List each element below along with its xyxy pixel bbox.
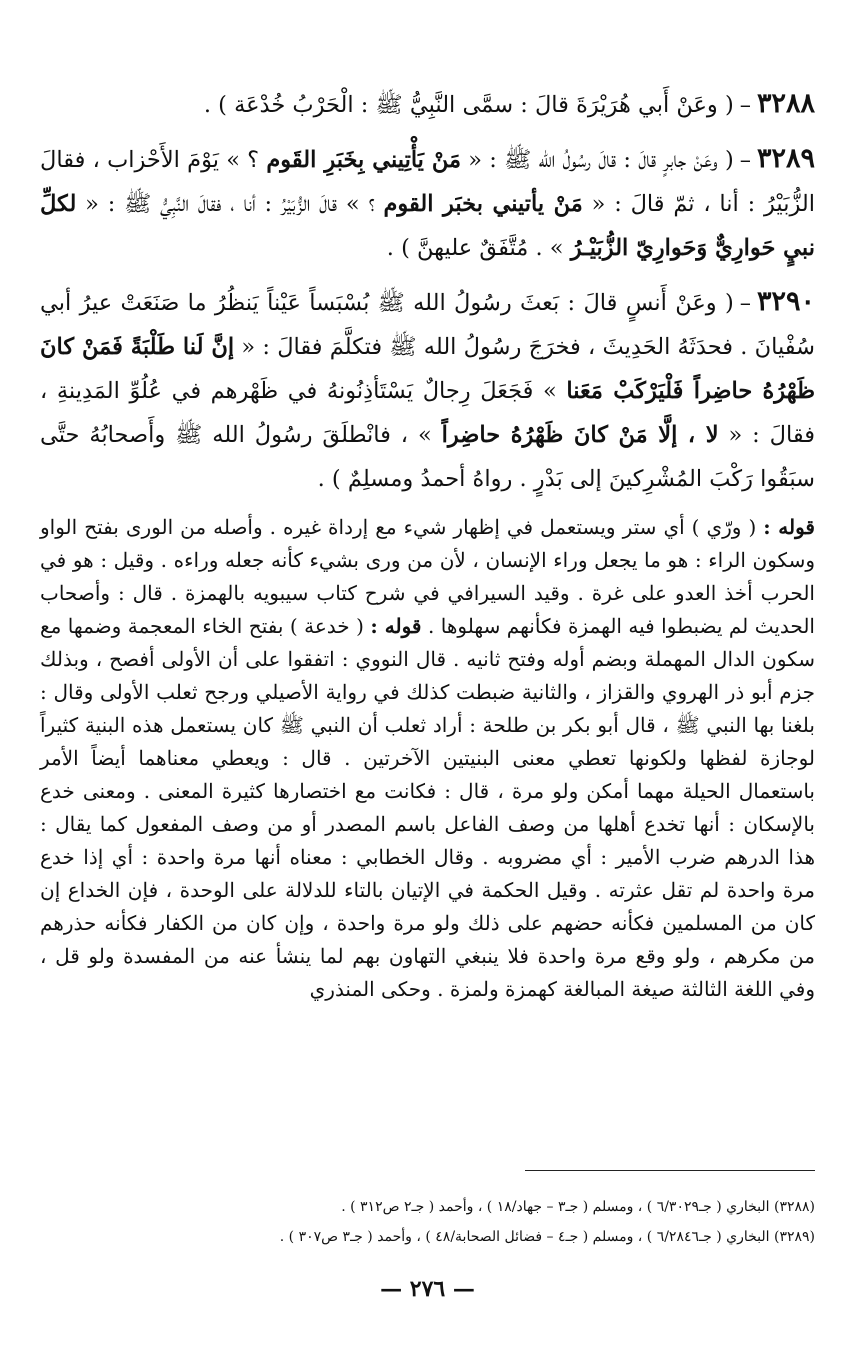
page-number: — ٢٧٦ — bbox=[380, 1276, 475, 1302]
footnote-divider bbox=[525, 1170, 815, 1171]
hadith-dash: – bbox=[739, 147, 751, 173]
commentary bbox=[40, 511, 815, 1006]
hadith-dash: – bbox=[739, 290, 751, 316]
commentary-text: ( خدعة ) بفتح الخاء المعجمة وضمها مع سكون الدال المهملة وبضم أوله وفتح ثانيه . قال النووي : اتفقوا على أن الأولى أفصح ، وبذلك جزم أبو ذر الهروي والقزاز ، والثانية ضبطت كذلك في رواية الأصيلي ورجح ثعلب الأولى وقال : بلغنا بها النبي ﷺ ، قال أبو بكر بن طلحة : أراد ثعلب أن النبي ﷺ كان يستعمل هذه البنية كثيراً لوجازة لفظها ولكونها تعطي معنى البنيتين الآخرتين . قال : ويعطي معناهما أيضاً الأمر باستعمال الحيلة مهما أمكن ولو مرة ، قال : فكانت مع اختصارها كثيرة المعنى . ومعنى خدع بالإسكان : أنها تخدع أهلها من وصف الفاعل باسم المصدر أو من وصف المفعول كما يقال : هذا الدرهم ضرب الأمير : أي مضروبه . وقال الخطابي : معناه أنها مرة واحدة : أي إذا خدع مرة واحدة لم تقل عثرته . وقيل الحكمة في الإتيان بالتاء للدلالة على الوحدة ، فإن الخداع إن كان من المسلمين فكأنه حضهم على ذلك ولو مرة واحدة ، وإن كان من الكفار فكأنه حذرهم من مكرهم ، ولو وقع مرة واحدة فلا ينبغي التهاون بهم لما ينشأ عنه من المفسدة ولو قل ، وفي اللغة الثالثة صيغة المبالغة كهمزة ولمزة . وحكى المنذري bbox=[40, 614, 815, 1001]
prophetic-speech: لا ، إلَّا مَنْ كانَ ظَهْرُهُ حاضِراً bbox=[441, 422, 719, 448]
commentary-keyword: قوله : bbox=[370, 614, 422, 638]
hadith-3290 bbox=[40, 280, 815, 501]
commentary-text: ( ورّي ) أي ستر ويستعمل في إظهار شيء مع إرداة غيره . وأصله من الورى بفتح الواو وسكون الراء : هو ما يجعل وراء الإنسان ، لأن من ورى بشيء كأنه جعله وراءه . وقيل : هو في الحرب أخذ العدو على غرة . وقيد السيرافي في شرح كتاب سيبويه بالهمزة . قال : وأصحاب الحديث لم يضبطوا فيه الهمزة فكأنهم سهلوها . bbox=[40, 515, 815, 638]
commentary-keyword: قوله : bbox=[763, 515, 815, 539]
hadith-text: ؟ » يَوْمَ الأَحْزاب ، فقالَ الزُّبَيْرُ : أنا ، ثمّ قالَ : « bbox=[40, 147, 815, 217]
hadith-text: » . مُتَّفَقٌ عليهنَّ ) . bbox=[386, 235, 571, 261]
prophetic-speech: مَنْ يَأْتِيني بِخَبَرِ القَوم bbox=[266, 147, 462, 173]
hadith-text: ( وعَنْ أَبي هُرَيْرَةَ قالَ : سمَّى النَّبِيُّ ﷺ : الْحَرْبُ خُدْعَة ) . bbox=[203, 92, 734, 118]
hadith-3289 bbox=[40, 137, 815, 270]
hadith-3288 bbox=[40, 82, 815, 127]
hadith-number: ٣٢٨٩ bbox=[756, 143, 815, 174]
hadith-dash: – bbox=[739, 92, 751, 118]
prophetic-speech: إنَّ لَنا طَلْبَةً فَمَنْ كانَ ظَهْرُهُ حاضِراً فَلْيَرْكَبْ مَعَنا bbox=[40, 334, 815, 404]
hadith-text: » فَجَعَلَ رِجالٌ يَسْتَأذِنُونهُ في ظَهْرهم في عُلُوِّ المَدِينةِ ، فقالَ : « bbox=[40, 378, 815, 448]
prophetic-speech: لكلِّ نبيٍ حَوارِيٌّ وَحَوارِيّ الزُّبَيْـرُ bbox=[40, 191, 815, 261]
hadith-text: ( وعَنْ جابرٍ قالَ : قالَ رسُولُ الله ﷺ : « bbox=[461, 147, 734, 173]
footnote-3288: (٣٢٨٨) البخاري ( جـ٦/٣٠٢٩ ) ، ومسلم ( جـ٣ – جهاد/١٨ ) ، وأحمد ( جـ٢ ص٣١٢ ) . bbox=[341, 1199, 815, 1215]
hadith-number: ٣٢٨٨ bbox=[756, 88, 815, 119]
hadith-text: ( وعَنْ أَنسٍ قالَ : بَعثَ رسُولُ الله ﷺ بُسْبَساً عَيْناً يَنظُرُ ما صَنَعَتْ عيرُ أبي سُفْيانَ . فحدَثَهُ الحَدِيثَ ، فخرَجَ رسُولُ الله ﷺ فتكلَّمَ فقالَ : « bbox=[40, 290, 815, 360]
footnote-3289: (٣٢٨٩) البخاري ( جـ٦/٢٨٤٦ ) ، ومسلم ( جـ٤ – فضائل الصحابة/٤٨ ) ، وأحمد ( جـ٣ ص٣٠٧ ) . bbox=[279, 1229, 815, 1245]
hadith-text: ؟ » قالَ الزُّبَيْرُ : أنا ، فقالَ النَّبِيُّ ﷺ : « bbox=[76, 191, 384, 217]
prophetic-speech: مَنْ يأتيني بخبَر القوم bbox=[383, 191, 583, 217]
hadith-text: » ، فانْطلَقَ رسُولُ الله ﷺ وأَصحابُهُ حتَّى سبَقُوا رَكْبَ المُشْرِكينَ إلى بَدْرٍ . رواهُ أحمدُ ومسلِمٌ ) . bbox=[40, 422, 815, 492]
hadith-number: ٣٢٩٠ bbox=[756, 286, 815, 317]
